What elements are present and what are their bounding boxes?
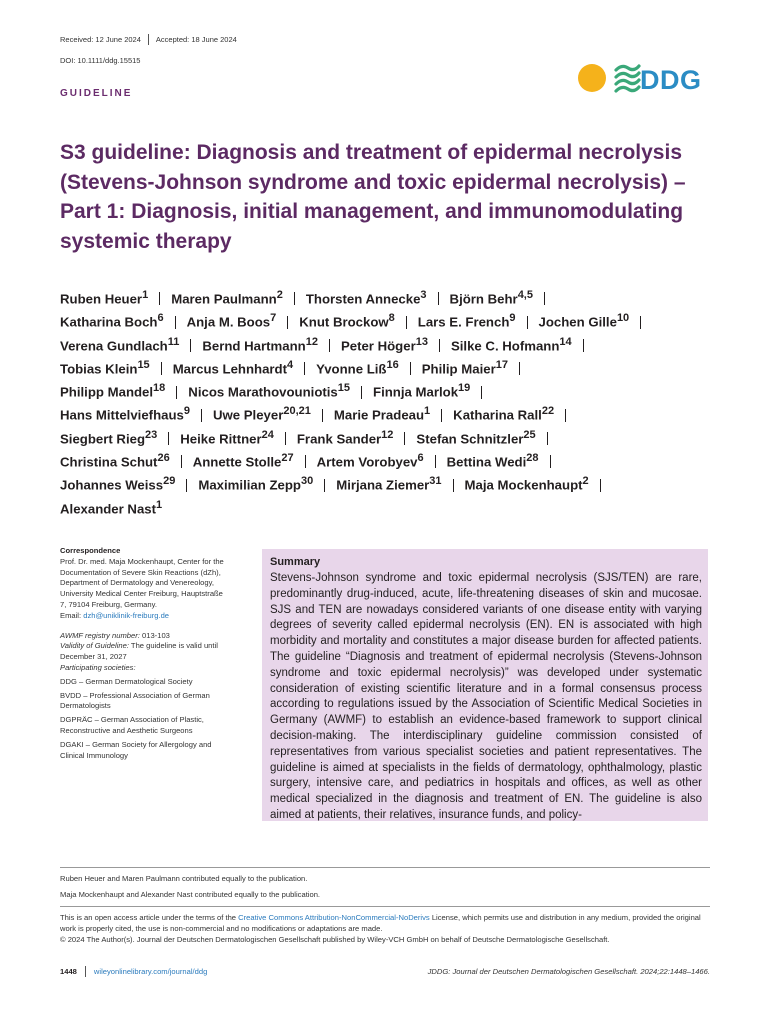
author-separator — [287, 316, 288, 329]
sidebar-info — [60, 546, 250, 761]
society-line: Clinical Immunology — [60, 750, 128, 760]
society-line: DDG – German Dermatological Society — [60, 676, 193, 686]
author-name: Anja M. Boos — [186, 314, 271, 330]
society-item — [60, 715, 250, 737]
affiliation-number[interactable]: 10 — [616, 312, 630, 325]
summary-heading: Summary — [270, 556, 321, 568]
footnote-rule — [60, 867, 710, 868]
author-line — [60, 307, 740, 330]
affiliation-number[interactable]: 13 — [415, 335, 428, 348]
society-line: BVDD – Professional Association of German — [60, 690, 210, 700]
sun-circle-icon — [578, 64, 606, 92]
author-separator — [410, 362, 411, 375]
author-separator — [190, 339, 191, 352]
author-separator — [406, 316, 407, 329]
journal-site-link[interactable]: wileyonlinelibrary.com/journal/ddg — [93, 967, 208, 976]
license-rule — [60, 906, 710, 907]
affiliation-number[interactable]: 24 — [261, 428, 274, 441]
author-separator — [285, 432, 286, 445]
section-label: GUIDELINE — [60, 88, 133, 99]
author-separator — [438, 292, 439, 305]
author-separator — [181, 455, 182, 468]
affiliation-number[interactable]: 9 — [183, 405, 190, 418]
address-line: 7, 79104 Freiburg, Germany. — [60, 599, 157, 609]
ddg-logo — [578, 62, 710, 96]
author-separator — [453, 479, 454, 492]
author-name: Ruben Heuer — [60, 291, 143, 307]
author-name: Jochen Gille — [538, 314, 617, 330]
affiliation-number[interactable]: 1 — [424, 405, 431, 418]
author-name: Maja Mockenhaupt — [464, 477, 583, 493]
author-name: Katharina Rall — [453, 407, 542, 423]
affiliation-number[interactable]: 12 — [305, 335, 318, 348]
author-separator — [305, 455, 306, 468]
author-name: Marcus Lehnhardt — [172, 361, 287, 377]
author-name: Björn Behr — [449, 291, 518, 307]
author-name: Philip Maier — [421, 361, 496, 377]
author-separator — [329, 339, 330, 352]
author-separator — [159, 292, 160, 305]
license-link[interactable]: Creative Commons Attribution-NonCommercial-NoDerivs — [238, 913, 430, 922]
author-name: Philipp Mandel — [60, 384, 154, 400]
author-name: Finnja Marlok — [373, 384, 459, 400]
author-separator — [441, 409, 442, 422]
address-line: Prof. Dr. med. Maja Mockenhaupt, Center for the — [60, 556, 224, 566]
author-name: Katharina Boch — [60, 314, 158, 330]
author-separator — [544, 292, 545, 305]
author-separator — [324, 479, 325, 492]
author-name: Peter Höger — [340, 337, 416, 353]
copyright: © 2024 The Author(s). Journal der Deutschen Dermatologischen Gesellschaft published by Wiley-VCH GmbH on behalf of Deutsche Dermatologische Gesellschaft. — [60, 935, 610, 944]
author-separator — [600, 479, 601, 492]
author-separator — [439, 339, 440, 352]
society-line: DGAKI – German Society for Allergology and — [60, 739, 212, 749]
affiliation-number[interactable]: 16 — [386, 358, 399, 371]
author-list — [60, 284, 740, 517]
author-name: Siegbert Rieg — [60, 431, 146, 447]
email-line: Email: dzh@uniklinik-freiburg.de — [60, 610, 170, 620]
author-separator — [550, 455, 551, 468]
society-line: DGPRÄC – German Association of Plastic, — [60, 715, 204, 725]
contribution-note-2: Maja Mockenhaupt and Alexander Nast contributed equally to the publication. — [60, 890, 321, 899]
author-separator — [435, 455, 436, 468]
author-separator — [201, 409, 202, 422]
author-name: Christina Schut — [60, 454, 158, 470]
received-date: Received: 12 June 2024 — [60, 35, 141, 44]
affiliation-number[interactable]: 26 — [157, 452, 170, 465]
affiliation-number[interactable]: 3 — [420, 289, 427, 301]
affiliation-number[interactable]: 23 — [145, 428, 158, 441]
author-name: Lars E. French — [417, 314, 510, 330]
author-line — [60, 447, 740, 470]
societies-heading: Participating societies: — [60, 662, 136, 672]
contribution-note-1: Ruben Heuer and Maren Paulmann contributed equally to the publication. — [60, 874, 308, 883]
affiliation-number[interactable]: 15 — [337, 382, 351, 395]
divider — [85, 966, 86, 977]
author-line — [60, 400, 740, 423]
affiliation-number[interactable]: 20,21 — [283, 405, 311, 418]
author-name: Johannes Weiss — [60, 477, 164, 493]
author-name: Mirjana Ziemer — [336, 477, 430, 493]
author-separator — [175, 316, 176, 329]
affiliation-number[interactable]: 2 — [276, 289, 283, 301]
author-line — [60, 331, 740, 354]
author-separator — [161, 362, 162, 375]
author-name: Knut Brockow — [299, 314, 389, 330]
author-name: Hans Mittelviefhaus — [60, 407, 184, 423]
affiliation-number[interactable]: 7 — [270, 312, 277, 325]
affiliation-number[interactable]: 1 — [156, 498, 163, 511]
author-separator — [547, 432, 548, 445]
author-separator — [294, 292, 295, 305]
correspondence-address — [60, 557, 250, 611]
affiliation-number[interactable]: 6 — [417, 452, 424, 465]
affiliation-number[interactable]: 9 — [509, 312, 516, 325]
societies-list — [60, 677, 250, 762]
journal-citation: JDDG: Journal der Deutschen Dermatologischen Gesellschaft. 2024;22:1448–1466. — [427, 967, 710, 976]
author-name: Thorsten Annecke — [305, 291, 421, 307]
affiliation-number[interactable]: 19 — [458, 382, 471, 395]
affiliation-number[interactable]: 11 — [167, 335, 180, 348]
address-line: Documentation of Severe Skin Reactions (dZh), — [60, 567, 221, 577]
society-item — [60, 677, 250, 688]
author-name: Silke C. Hofmann — [450, 337, 560, 353]
author-name: Heike Rittner — [180, 431, 262, 447]
author-line — [60, 494, 740, 517]
affiliation-number[interactable]: 17 — [495, 358, 508, 371]
registry-number: AWMF registry number: 013-103 — [60, 630, 170, 640]
leaf-stripes-icon — [612, 62, 642, 94]
author-name: Verena Gundlach — [60, 337, 168, 353]
society-line: Reconstructive and Aesthetic Surgeons — [60, 725, 193, 735]
affiliation-number[interactable]: 2 — [582, 475, 589, 488]
article-dates — [60, 34, 237, 45]
email-link[interactable]: dzh@uniklinik-freiburg.de — [83, 610, 170, 620]
affiliation-number[interactable]: 28 — [526, 452, 539, 465]
author-name: Uwe Pleyer — [212, 407, 284, 423]
author-name: Alexander Nast — [60, 501, 157, 517]
author-separator — [322, 409, 323, 422]
affiliation-number[interactable]: 27 — [281, 452, 294, 465]
author-name: Bettina Wedi — [446, 454, 527, 470]
author-separator — [527, 316, 528, 329]
author-separator — [176, 386, 177, 399]
author-line — [60, 470, 740, 493]
license-text: This is an open access article under the terms of the Creative Commons Attribution-NonCommercial-NoDerivs License, which permits use and distribution in any medium, provided the original work is properly cited, the use is non-commercial and no modifications or adaptations are made. © 2024 The Author(s). Journal der Deutschen Dermatologischen Gesellschaft published by Wiley-VCH GmbH on behalf of Deutsche Dermatologische Gesellschaft. — [60, 913, 701, 944]
affiliation-number[interactable]: 15 — [137, 358, 150, 371]
society-line: Dermatologists — [60, 701, 111, 711]
author-line — [60, 284, 740, 307]
affiliation-number[interactable]: 4,5 — [517, 289, 533, 301]
author-separator — [168, 432, 169, 445]
society-item — [60, 740, 250, 762]
author-name: Maximilian Zepp — [198, 477, 301, 493]
author-line — [60, 354, 740, 377]
summary-text: Stevens-Johnson syndrome and toxic epidermal necrolysis (SJS/TEN) are rare, predominantly drug-induced, acute, life-threatening diseases of skin and mucosae. SJS and TEN are nowadays considered variants of one disease entity with varying degrees of severity called epidermal necrolysis (EN). EN is associated with high morbidity and mortality and constitutes a major disease burden for affected patients. The guideline “Diagnosis and treatment of epidermal necrolysis (Stevens-Johnson syndrome and toxic epidermal necrolysis)” was developed under systematic consideration of existing scientific literature and in a formal consensus process according to regulations issued by the Association of Scientific Medical Societies in Germany (AWMF) to establish an evidence-based framework to support clinical decision-making. The interdisciplinary guideline commission consisted of representatives from various specialist societies and patient representatives. The guideline is aimed at specialists in the fields of dermatology, ophthalmology, plastic surgery, intensive care, and pediatrics in hospitals and offices, as well as other medical specialized in the diagnosis and treatment of EN. The guideline is also aimed at patients, their relatives, insurance funds, and policy- — [270, 572, 702, 821]
affiliation-number[interactable]: 1 — [142, 289, 149, 301]
author-separator — [519, 362, 520, 375]
society-item — [60, 691, 250, 713]
author-name: Bernd Hartmann — [202, 337, 306, 353]
author-separator — [481, 386, 482, 399]
author-name: Marie Pradeau — [333, 407, 425, 423]
divider — [148, 34, 149, 45]
author-name: Nicos Marathovouniotis — [188, 384, 338, 400]
affiliation-number[interactable]: 22 — [541, 405, 555, 418]
logo-text: DDG — [640, 65, 702, 95]
author-separator — [583, 339, 584, 352]
author-separator — [565, 409, 566, 422]
validity: Validity of Guideline: The guideline is valid until — [60, 641, 218, 651]
article-title: S3 guideline: Diagnosis and treatment of epidermal necrolysis (Stevens-Johnson syndrome and toxic epidermal necrolysis) – Part 1: Diagnosis, initial management, and immunomodulating systemic therapy — [60, 141, 686, 253]
affiliation-number[interactable]: 30 — [300, 475, 314, 488]
affiliation-number[interactable]: 31 — [429, 475, 442, 488]
accepted-date: Accepted: 18 June 2024 — [155, 35, 237, 44]
author-separator — [640, 316, 641, 329]
page-number: 1448 — [60, 967, 77, 976]
author-name: Stefan Schnitzler — [416, 431, 524, 447]
affiliation-number[interactable]: 8 — [388, 312, 395, 325]
author-name: Frank Sander — [296, 431, 382, 447]
page-footer — [60, 966, 710, 977]
author-name: Tobias Klein — [60, 361, 138, 377]
author-separator — [404, 432, 405, 445]
affiliation-number[interactable]: 29 — [163, 475, 176, 488]
affiliation-number[interactable]: 18 — [153, 382, 166, 395]
author-name: Maren Paulmann — [171, 291, 277, 307]
author-name: Annette Stolle — [192, 454, 282, 470]
affiliation-number[interactable]: 12 — [381, 428, 394, 441]
author-separator — [361, 386, 362, 399]
doi[interactable]: DOI: 10.1111/ddg.15515 — [60, 56, 141, 65]
author-line — [60, 377, 740, 400]
affiliation-number[interactable]: 4 — [287, 358, 294, 371]
affiliation-number[interactable]: 25 — [523, 428, 536, 441]
affiliation-number[interactable]: 14 — [559, 335, 572, 348]
author-name: Yvonne Liß — [316, 361, 387, 377]
author-separator — [186, 479, 187, 492]
author-separator — [304, 362, 305, 375]
author-name: Artem Vorobyev — [316, 454, 418, 470]
author-line — [60, 424, 740, 447]
correspondence-heading: Correspondence — [60, 546, 121, 555]
affiliation-number[interactable]: 6 — [157, 312, 164, 325]
address-line: University Medical Center Freiburg, Hauptstraße — [60, 589, 223, 599]
validity-date: December 31, 2027 — [60, 652, 127, 662]
address-line: Department of Dermatology and Venereology, — [60, 578, 214, 588]
